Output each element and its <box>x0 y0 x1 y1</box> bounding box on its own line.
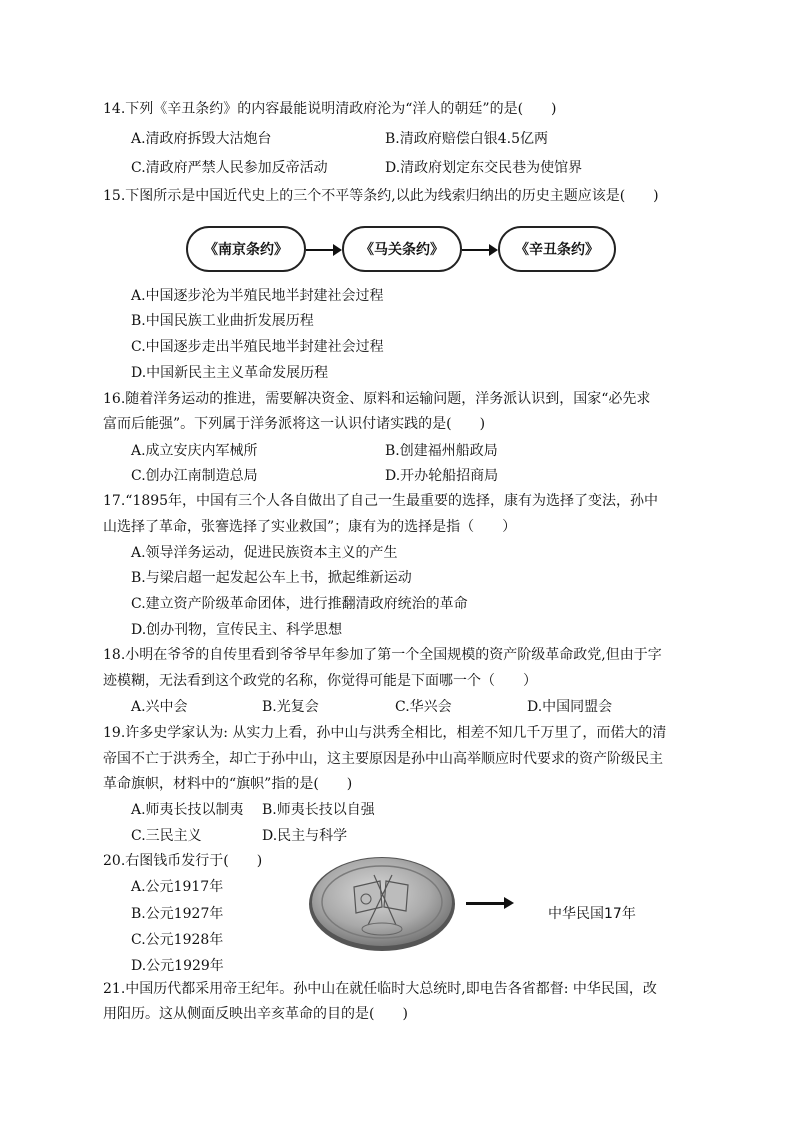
q14-option-a: A.清政府拆毁大沽炮台 <box>131 131 272 147</box>
flow-arrow-2 <box>462 249 496 251</box>
q19-option-a: A.师夷长技以制夷 <box>131 802 244 818</box>
q15-option-a: A.中国逐步沦为半殖民地半封建社会过程 <box>131 288 384 304</box>
treaty-xinchou: 《辛丑条约》 <box>498 226 616 272</box>
q15-stem: 15.下图所示是中国近代史上的三个不平等条约,以此为线索归纳出的历史主题应该是( ) <box>103 188 659 204</box>
q17-option-a: A.领导洋务运动，促进民族资本主义的产生 <box>131 545 398 561</box>
q20-option-b: B.公元1927年 <box>131 906 224 922</box>
q18-stem-line2: 迹模糊，无法看到这个政党的名称，你觉得可能是下面哪一个（ ） <box>103 673 537 689</box>
q19-option-b: B.师夷长技以自强 <box>262 802 375 818</box>
q19-stem-line1: 19.许多史学家认为: 从实力上看，孙中山与洪秀全相比，相差不知几千万里了，而偌大的清 <box>103 725 667 741</box>
q16-option-a: A.成立安庆内军械所 <box>131 443 258 459</box>
q14-option-d: D.清政府划定东交民巷为使馆界 <box>385 160 583 176</box>
coin-label: 中华民国17年 <box>548 906 636 922</box>
q17-stem-line1: 17.“1895年，中国有三个人各自做出了自己一生最重要的选择，康有为选择了变法，孙中 <box>103 493 659 509</box>
treaty-flow-diagram <box>186 226 616 274</box>
q15-option-b: B.中国民族工业曲折发展历程 <box>131 313 314 329</box>
q19-stem-line2: 帝国不亡于洪秀全，却亡于孙中山，这主要原因是孙中山高举顺应时代要求的资产阶级民主 <box>103 751 663 767</box>
q17-stem-line2: 山选择了革命，张謇选择了实业救国”；康有为的选择是指（ ） <box>103 519 517 535</box>
q17-option-d: D.创办刊物，宣传民主、科学思想 <box>131 622 343 638</box>
q16-stem-line1: 16.随着洋务运动的推进，需要解决资金、原料和运输问题，洋务派认识到，国家“必先求 <box>103 391 651 407</box>
q15-option-c: C.中国逐步走出半殖民地半封建社会过程 <box>131 339 384 355</box>
flow-arrow-1 <box>306 249 340 251</box>
q21-stem-line2: 用阳历。这从侧面反映出辛亥革命的目的是( ) <box>103 1006 408 1022</box>
coin-image <box>308 855 456 953</box>
q20-option-d: D.公元1929年 <box>131 958 224 974</box>
q18-option-a: A.兴中会 <box>131 699 188 715</box>
q18-option-b: B.光复会 <box>262 699 319 715</box>
q20-option-c: C.公元1928年 <box>131 932 224 948</box>
q16-option-b: B.创建福州船政局 <box>385 443 498 459</box>
q16-stem-line2: 富而后能强”。下列属于洋务派将这一认识付诸实践的是( ) <box>103 416 486 432</box>
q19-option-d: D.民主与科学 <box>262 828 348 844</box>
q19-option-c: C.三民主义 <box>131 828 202 844</box>
q20-option-a: A.公元1917年 <box>131 879 224 895</box>
q17-option-c: C.建立资产阶级革命团体，进行推翻清政府统治的革命 <box>131 596 468 612</box>
q17-option-b: B.与梁启超一起发起公车上书，掀起维新运动 <box>131 570 412 586</box>
q19-stem-line3: 革命旗帜，材料中的“旗帜”指的是( ) <box>103 776 353 792</box>
q16-option-c: C.创办江南制造总局 <box>131 468 258 484</box>
q14-option-c: C.清政府严禁人民参加反帝活动 <box>131 160 328 176</box>
q18-stem-line1: 18.小明在爷爷的自传里看到爷爷早年参加了第一个全国规模的资产阶级革命政党,但由于字 <box>103 647 662 663</box>
q16-option-d: D.开办轮船招商局 <box>385 468 499 484</box>
treaty-nanjing: 《南京条约》 <box>186 226 306 272</box>
q14-option-b: B.清政府赔偿白银4.5亿两 <box>385 131 549 147</box>
q20-stem: 20.右图钱币发行于( ) <box>103 853 263 869</box>
q18-option-c: C.华兴会 <box>395 699 452 715</box>
q15-option-d: D.中国新民主主义革命发展历程 <box>131 365 329 381</box>
coin-arrow <box>466 902 510 905</box>
q18-option-d: D.中国同盟会 <box>527 699 613 715</box>
q14-stem: 14.下列《辛丑条约》的内容最能说明清政府沦为“洋人的朝廷”的是( ) <box>103 101 557 117</box>
treaty-maguan: 《马关条约》 <box>342 226 462 272</box>
q21-stem-line1: 21.中国历代都采用帝王纪年。孙中山在就任临时大总统时,即电告各省都督: 中华民国，改 <box>103 981 657 997</box>
